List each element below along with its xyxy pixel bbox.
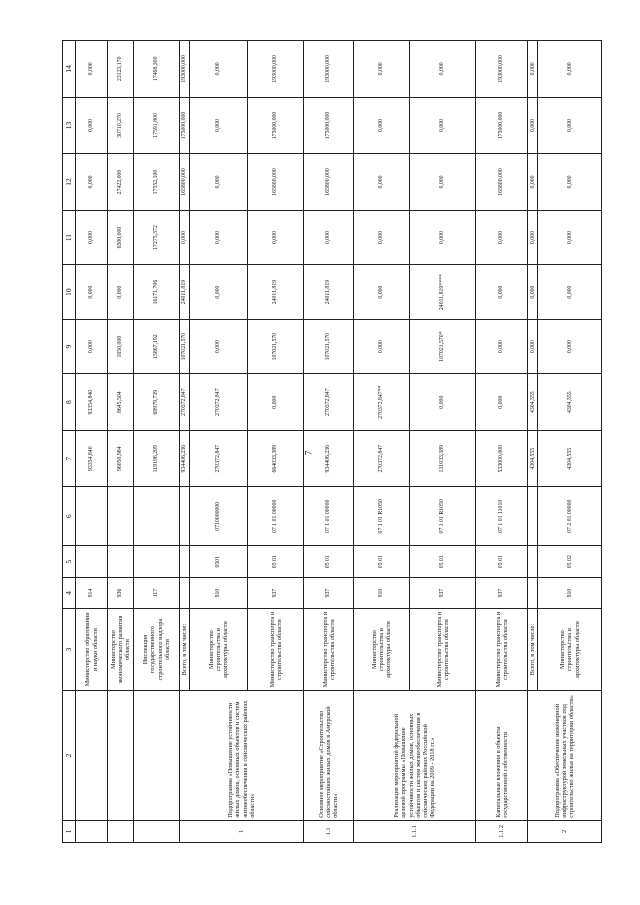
grbs-code-cell: 937 <box>248 578 304 608</box>
executor-cell: Министерство строительства и архитектуры области <box>354 608 410 691</box>
year-cell: 0,000 <box>76 97 108 154</box>
csr-cell: 0710000000 <box>190 487 248 546</box>
rz-pr-cell: 0501 <box>190 546 248 578</box>
header-row <box>63 41 76 843</box>
header-cell: 1 <box>63 820 76 842</box>
budget-table <box>62 40 602 843</box>
year-cell: 0,000 <box>76 41 108 98</box>
rz-pr-cell: 05 01 <box>476 546 528 578</box>
year-cell: 270372,847 <box>180 374 190 431</box>
year-cell: 193000,000 <box>304 41 354 98</box>
year-cell: 0,000 <box>476 265 528 320</box>
rz-pr-cell: 05 01 <box>304 546 354 578</box>
header-cell: 3 <box>63 608 76 691</box>
executor-cell: Министерство образования и науки области <box>76 608 108 691</box>
year-cell: 193000,000 <box>248 41 304 98</box>
csr-cell <box>76 487 108 546</box>
rz-pr-cell: 05 01 <box>410 546 476 578</box>
row-number-cell <box>76 820 108 842</box>
year-cell: 0,000 <box>538 97 602 154</box>
total-cell: 4304,555 <box>538 430 602 487</box>
year-cell: 17591,800 <box>134 97 180 154</box>
csr-cell: 07 1 01 00000 <box>304 487 354 546</box>
year-cell: 0,000 <box>538 41 602 98</box>
row-number-cell: 1.1.1 <box>354 820 476 842</box>
executor-cell: Всего, в том числе: <box>180 608 190 691</box>
page-number: 7 <box>303 450 314 456</box>
table-row <box>108 41 134 843</box>
csr-cell: 07 1 01 11010 <box>476 487 528 546</box>
year-cell: 107021,570 <box>248 319 304 374</box>
year-cell: 0,000 <box>354 265 410 320</box>
year-cell: 0,000 <box>528 265 538 320</box>
rz-pr-cell <box>134 546 180 578</box>
rz-pr-cell <box>76 546 108 578</box>
csr-cell: 07 1 01 00000 <box>248 487 304 546</box>
grbs-code-cell: 936 <box>108 578 134 608</box>
year-cell: 107021,570 <box>304 319 354 374</box>
table-row <box>476 41 528 843</box>
year-cell: 270372,847 <box>304 374 354 431</box>
year-cell: 193000,000 <box>476 41 528 98</box>
year-cell: 0,000 <box>248 374 304 431</box>
year-cell: 107021,570 <box>180 319 190 374</box>
year-cell: 0,000 <box>76 154 108 211</box>
year-cell: 8645,504 <box>108 374 134 431</box>
executor-cell: Министерство строительства и архитектуры области <box>190 608 248 691</box>
year-cell: 17552,100 <box>134 154 180 211</box>
csr-cell: 07 2 01 00000 <box>538 487 602 546</box>
year-cell: 0,000 <box>76 265 108 320</box>
table-row <box>528 41 538 843</box>
year-cell: 17468,300 <box>134 41 180 98</box>
executor-cell: Министерство транспорта и строительства области <box>248 608 304 691</box>
year-cell: 0,000 <box>304 210 354 265</box>
row-number-cell <box>108 820 134 842</box>
year-cell: 165800,000 <box>248 154 304 211</box>
total-cell: 96050,984 <box>108 430 134 487</box>
executor-cell: Министерство экономического развития области <box>108 608 134 691</box>
csr-cell: 07 1 01 R1050 <box>354 487 410 546</box>
grbs-code-cell: 937 <box>410 578 476 608</box>
year-cell: 0,000 <box>410 97 476 154</box>
csr-cell: 07 1 01 R1050 <box>410 487 476 546</box>
year-cell: 16171,706 <box>134 265 180 320</box>
year-cell: 0,000 <box>528 97 538 154</box>
program-name-cell: Подпрограмма «Обеспечение инженерной инфраструктурой земельных участков под строительство жилья на территории области» <box>528 691 602 820</box>
row-number-cell: 2 <box>528 820 602 842</box>
grbs-code-cell: 914 <box>76 578 108 608</box>
year-cell: 0,000 <box>528 210 538 265</box>
total-cell: 934406,236 <box>304 430 354 487</box>
table-row <box>76 41 108 843</box>
executor-cell: Министерство транспорта и строительства области <box>304 608 354 691</box>
program-name-cell <box>108 691 134 820</box>
grbs-code-cell: 910 <box>538 578 602 608</box>
year-cell: 165800,000 <box>304 154 354 211</box>
year-cell: 0,000 <box>410 41 476 98</box>
year-cell: 0,000 <box>354 319 410 374</box>
rz-pr-cell <box>528 546 538 578</box>
year-cell: 6500,000 <box>108 210 134 265</box>
year-cell: 107021,570* <box>410 319 476 374</box>
year-cell: 24011,819 <box>304 265 354 320</box>
year-cell: 0,000 <box>528 154 538 211</box>
year-cell: 0,000 <box>354 154 410 211</box>
total-cell: 119196,209 <box>134 430 180 487</box>
year-cell: 0,000 <box>538 319 602 374</box>
csr-cell <box>134 487 180 546</box>
executor-cell: Министерство транспорта и строительства области <box>410 608 476 691</box>
year-cell: 27422,000 <box>108 154 134 211</box>
grbs-code-cell: 117 <box>134 578 180 608</box>
year-cell: 0,000 <box>354 41 410 98</box>
grbs-code-cell <box>528 578 538 608</box>
year-cell: 0,000 <box>410 154 476 211</box>
grbs-code-cell: 910 <box>190 578 248 608</box>
header-cell: 2 <box>63 691 76 820</box>
header-cell: 10 <box>63 265 76 320</box>
year-cell: 0,000 <box>190 154 248 211</box>
grbs-code-cell <box>180 578 190 608</box>
header-cell: 12 <box>63 154 76 211</box>
year-cell: 175000,000 <box>476 97 528 154</box>
row-number-cell: 1.1 <box>304 820 354 842</box>
year-cell: 0,000 <box>248 210 304 265</box>
year-cell: 4304,555 <box>528 374 538 431</box>
program-name-cell <box>76 691 108 820</box>
year-cell: 0,000 <box>76 210 108 265</box>
year-cell: 0,000 <box>190 210 248 265</box>
year-cell: 0,000 <box>354 97 410 154</box>
year-cell: 0,000 <box>190 319 248 374</box>
year-cell: 0,000 <box>538 265 602 320</box>
program-name-cell: Реализация мероприятий федеральной целевой программы «Повышение устойчивости жилых домов, основных объектов и систем жизнеобеспечения в сейсмических районах Российской Федерации на 2009 - 2018 гг.» <box>354 691 476 820</box>
year-cell: 0,000 <box>190 97 248 154</box>
header-cell: 13 <box>63 97 76 154</box>
total-cell: 533000,000 <box>476 430 528 487</box>
year-cell: 270372,847** <box>354 374 410 431</box>
year-cell: 0,000 <box>354 210 410 265</box>
row-number-cell <box>134 820 180 842</box>
csr-cell <box>108 487 134 546</box>
row-number-cell: 1.1.2 <box>476 820 528 842</box>
rz-pr-cell <box>180 546 190 578</box>
table-row <box>134 41 180 843</box>
year-cell: 0,000 <box>76 319 108 374</box>
total-cell: 270372,847 <box>190 430 248 487</box>
total-cell: 934406,236 <box>180 430 190 487</box>
program-name-cell: Основное мероприятие «Строительство сейсмостойких жилых домов в Амурской области» <box>304 691 354 820</box>
year-cell: 175000,000 <box>180 97 190 154</box>
year-cell: 0,000 <box>538 154 602 211</box>
program-name-cell <box>134 691 180 820</box>
header-cell: 9 <box>63 319 76 374</box>
header-cell: 5 <box>63 546 76 578</box>
year-cell: 30710,270 <box>108 97 134 154</box>
year-cell: 0,000 <box>476 319 528 374</box>
rz-pr-cell: 05 01 <box>248 546 304 578</box>
year-cell: 24011,819**** <box>410 265 476 320</box>
executor-cell: Инспекция государственного строительного надзора области <box>134 608 180 691</box>
row-number-cell: 1 <box>180 820 304 842</box>
program-name-cell: Подпрограмма «Повышение устойчивости жилых домов, основных объектов и систем жизнеобеспечения в сейсмических районах области» <box>180 691 304 820</box>
year-cell: 0,000 <box>190 265 248 320</box>
year-cell: 0,000 <box>108 265 134 320</box>
year-cell: 270372,847 <box>190 374 248 431</box>
total-cell: 664033,389 <box>248 430 304 487</box>
year-cell: 0,000 <box>190 41 248 98</box>
grbs-code-cell: 910 <box>354 578 410 608</box>
year-cell: 1650,000 <box>108 319 134 374</box>
rz-pr-cell <box>108 546 134 578</box>
executor-cell: Министерство строительства и архитектуры области <box>538 608 602 691</box>
rz-pr-cell: 05 01 <box>354 546 410 578</box>
csr-cell <box>528 487 538 546</box>
year-cell: 24011,819 <box>248 265 304 320</box>
table-row <box>354 41 410 843</box>
total-cell: 93354,840 <box>76 430 108 487</box>
year-cell: 4304,555 <box>538 374 602 431</box>
year-cell: 17275,372 <box>134 210 180 265</box>
header-cell: 6 <box>63 487 76 546</box>
csr-cell <box>180 487 190 546</box>
grbs-code-cell: 937 <box>304 578 354 608</box>
year-cell: 0,000 <box>528 41 538 98</box>
executor-cell: Министерство транспорта и строительства области <box>476 608 528 691</box>
year-cell: 24011,819 <box>180 265 190 320</box>
header-cell: 14 <box>63 41 76 98</box>
program-name-cell: Капитальные вложения в объекты государственной собственности <box>476 691 528 820</box>
year-cell: 93354,840 <box>76 374 108 431</box>
year-cell: 69979,739 <box>134 374 180 431</box>
year-cell: 23123,170 <box>108 41 134 98</box>
header-cell: 7 <box>63 430 76 487</box>
total-cell: 4304,555 <box>528 430 538 487</box>
year-cell: 165800,000 <box>180 154 190 211</box>
year-cell: 175000,000 <box>304 97 354 154</box>
header-cell: 8 <box>63 374 76 431</box>
table-row <box>180 41 190 843</box>
year-cell: 0,000 <box>538 210 602 265</box>
header-cell: 11 <box>63 210 76 265</box>
total-cell: 131033,389 <box>410 430 476 487</box>
rz-pr-cell: 05 02 <box>538 546 602 578</box>
year-cell: 0,000 <box>180 210 190 265</box>
year-cell: 165800,000 <box>476 154 528 211</box>
year-cell: 193000,000 <box>180 41 190 98</box>
year-cell: 0,000 <box>410 210 476 265</box>
year-cell: 0,000 <box>476 374 528 431</box>
year-cell: 0,000 <box>476 210 528 265</box>
total-cell: 270372,847 <box>354 430 410 487</box>
executor-cell: Всего, в том числе: <box>528 608 538 691</box>
header-cell: 4 <box>63 578 76 608</box>
year-cell: 15867,192 <box>134 319 180 374</box>
rotated-budget-table <box>62 40 581 843</box>
grbs-code-cell: 937 <box>476 578 528 608</box>
year-cell: 0,000 <box>528 319 538 374</box>
table-row <box>304 41 354 843</box>
year-cell: 0,000 <box>410 374 476 431</box>
year-cell: 175000,000 <box>248 97 304 154</box>
